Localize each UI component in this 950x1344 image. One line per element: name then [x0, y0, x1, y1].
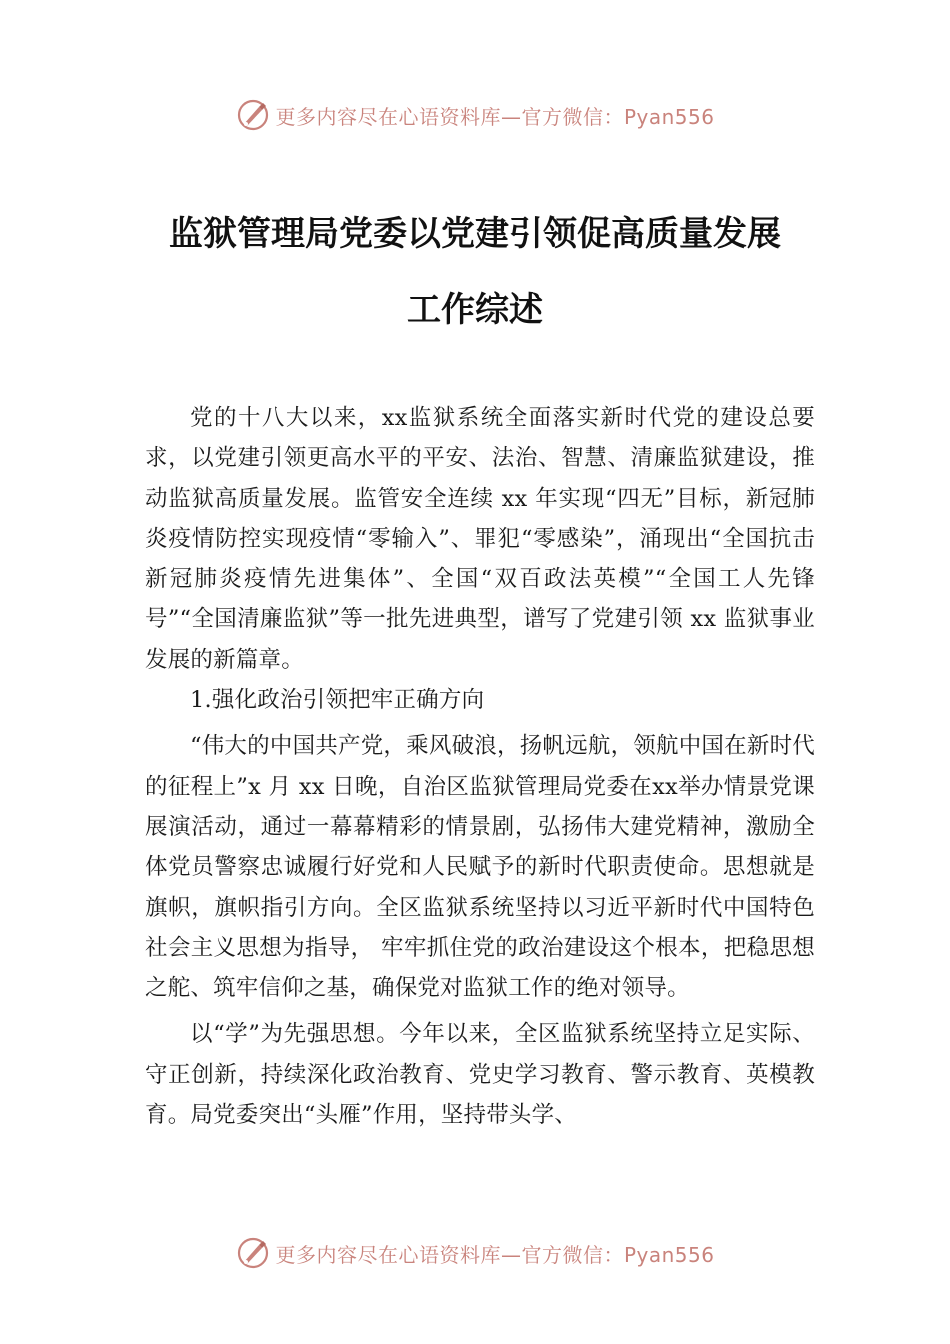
- document-title-line-2: 工作综述: [407, 290, 543, 330]
- body-paragraph: 党的十八大以来，xx监狱系统全面落实新时代党的建设总要求，以党建引领更高水平的平安、法治、智慧、清廉监狱建设，推动监狱高质量发展。监管安全连续 xx 年实现“四无”目标，新冠肺炎疫情防控实现疫情“零输入”、罪犯“零感染”，涌现出“全国抗击新冠肺炎疫情先进集体”、全国“双百政法英模”“全国工人先锋号”“全国清廉监狱”等一批先进典型，谱写了党建引领 xx 监狱事业发展的新篇章。: [145, 405, 815, 673]
- pen-seal-icon: [235, 97, 271, 133]
- document-body: [145, 398, 815, 1135]
- section-heading: 1.强化政治引领把牢正确方向: [190, 687, 485, 714]
- document-title-line-1: 监狱管理局党委以党建引领促高质量发展: [169, 214, 781, 254]
- watermark-text: 更多内容尽在心语资料库—官方微信：Pyan556: [275, 1242, 715, 1267]
- header-watermark-banner: [0, 95, 950, 135]
- body-paragraph: “伟大的中国共产党，乘风破浪，扬帆远航，领航中国在新时代的征程上”x 月 xx 日晚，自治区监狱管理局党委在xx举办情景党课展演活动，通过一幕幕精彩的情景剧，弘扬伟大建党精神，激励全体党员警察忠诚履行好党和人民赋予的新时代职责使命。思想就是旗帜，旗帜指引方向。全区监狱系统坚持以习近平新时代中国特色社会主义思想为指导， 牢牢抓住党的政治建设这个根本，把稳思想之舵、筑牢信仰之基，确保党对监狱工作的绝对领导。: [145, 733, 815, 1002]
- body-paragraph: 以“学”为先强思想。今年以来，全区监狱系统坚持立足实际、守正创新，持续深化政治教育、党史学习教育、警示教育、英模教育。局党委突出“头雁”作用，坚持带头学、: [145, 1021, 815, 1129]
- watermark-text: 更多内容尽在心语资料库—官方微信：Pyan556: [275, 104, 715, 129]
- footer-watermark-banner: [0, 1233, 950, 1273]
- pen-seal-icon: [235, 1235, 271, 1271]
